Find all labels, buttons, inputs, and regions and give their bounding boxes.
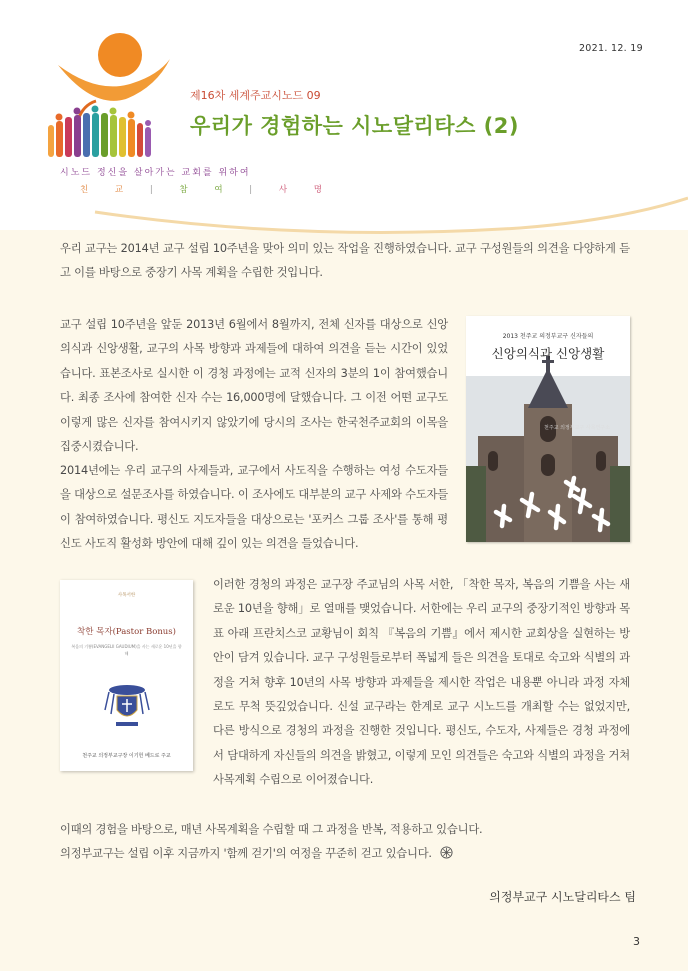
paragraph-pastoral-letter: 이러한 경청의 과정은 교구장 주교님의 사목 서한, 「착한 목자, 복음의 기쁨을 사는 새로운 10년을 향해」로 열매를 맺었습니다. 서한에는 우리 교구의 중장기적인 방향과 목표 아래 프란치스코 교황님이 회칙 『복음의 기쁨』에서 제시한 교회상을 실현하는 방안이 담겨 있습니다. 교구 구성원들로부터 폭넓게 들은 의견을 토대로 숙고와 식별의 과정을 거쳐 향후 10년의 사목 방향과 과제들을 제시한 작업은 내용뿐 아니라 과정 자체로도 무척 뜻깊었습니다. 신설 교구라는 한계로 교구 시노드를 개최할 수는 없었지만, 다른 방식으로 경청의 과정을 진행한 것입니다. 평신도, 수도자, 사제들은 경청 과정에서 담대하게 자신들의 의견을 밝혔고, 이렇게 모인 의견들은 숙고와 식별의 과정을 거쳐 사목계획 수립으로 이어졌습니다. xyxy=(213,578,630,787)
paragraph-conclusion xyxy=(60,818,630,867)
synod-logo-icon xyxy=(38,25,188,165)
book1-title: 신앙의식과 신앙생활 xyxy=(491,346,605,361)
book2-subtitle: 복음의 기쁨(EVANGELII GAUDIUM)을 사는 새로운 10년을 향해 xyxy=(71,644,182,656)
book2-author: 천주교 의정부교구장 이기헌 베드로 주교 xyxy=(82,753,171,759)
paragraph-intro: 우리 교구는 2014년 교구 설립 10주년을 맞아 의미 있는 작업을 진행하였습니다. 교구 구성원들의 의견을 다양하게 듣고 이를 바탕으로 중장기 사목 계획을 수립한 것입니다. xyxy=(60,242,630,280)
book1-subtitle: 2013 천주교 의정부교구 신자들의 xyxy=(502,333,594,340)
book2-title: 착한 목자(Pastor Bonus) xyxy=(77,627,176,637)
conclusion-line-2 xyxy=(60,842,630,866)
book2-top-label: 사목서한 xyxy=(117,593,136,598)
keyword-char: 사 xyxy=(278,185,300,195)
keyword-separator: | xyxy=(149,185,165,195)
book1-publisher: 천주교 의정부교구 사목연구소 xyxy=(544,425,610,431)
keyword-separator: | xyxy=(249,185,265,195)
episcopal-crest-icon xyxy=(102,680,152,730)
pastoral-letter-cover xyxy=(60,580,193,771)
keyword-char: 명 xyxy=(313,185,334,195)
keyword-char: 친 xyxy=(80,185,101,195)
page-number: 3 xyxy=(633,935,640,948)
paragraph-survey-2014: 2014년에는 우리 교구의 사제들과, 교구에서 사도직을 수행하는 여성 수도자들을 대상으로 설문조사를 하였습니다. 이 조사에도 대부분의 교구 사제와 수도자들이 참여하였습니다. 평신도 지도자들을 대상으로는 '포커스 그룹 조사'를 통해 평신도 사도직 활성화 방안에 대해 깊이 있는 의견을 들었습니다. xyxy=(60,464,448,551)
date-label: 2021. 12. 19 xyxy=(578,43,643,54)
paragraph-survey-2013: 교구 설립 10주년을 앞둔 2013년 6월에서 8월까지, 전체 신자를 대상으로 신앙의식과 신앙생활, 교구의 사목 방향과 과제들에 대하여 의견을 듣는 시간이 있었습니다. 표본조사로 실시한 이 경청 과정에는 교적 신자의 3분의 1이 참여했습니다. 최종 조사에 참여한 신자 수는 16,000명에 달했습니다. 그 이전 어떤 교구도 이렇게 많은 신자를 참여시키지 않았기에 당시의 조사는 한국천주교회의 이목을 집중시켰습니다. xyxy=(60,318,448,454)
keyword-char: 여 xyxy=(214,185,235,195)
slogan-text: 시노드 정신을 살아가는 교회를 위하여 xyxy=(60,168,251,178)
end-mark-icon xyxy=(440,846,453,859)
conclusion-line-1: 이때의 경험을 바탕으로, 매년 사목계획을 수립할 때 그 과정을 반복, 적용하고 있습니다. xyxy=(60,823,483,836)
page-title: 우리가 경험하는 시노달리타스 (2) xyxy=(190,114,519,138)
survey-book-cover xyxy=(466,316,630,542)
slogan-keywords xyxy=(80,183,334,195)
series-label: 제16차 세계주교시노드 09 xyxy=(190,89,321,102)
signature: 의정부교구 시노달리타스 팀 xyxy=(489,890,636,904)
conclusion-line-2-text: 의정부교구는 설립 이후 지금까지 '함께 걷기'의 여정을 꾸준히 걷고 있습니다. xyxy=(60,847,432,861)
keyword-char: 교 xyxy=(114,185,136,195)
keyword-char: 참 xyxy=(179,185,200,195)
